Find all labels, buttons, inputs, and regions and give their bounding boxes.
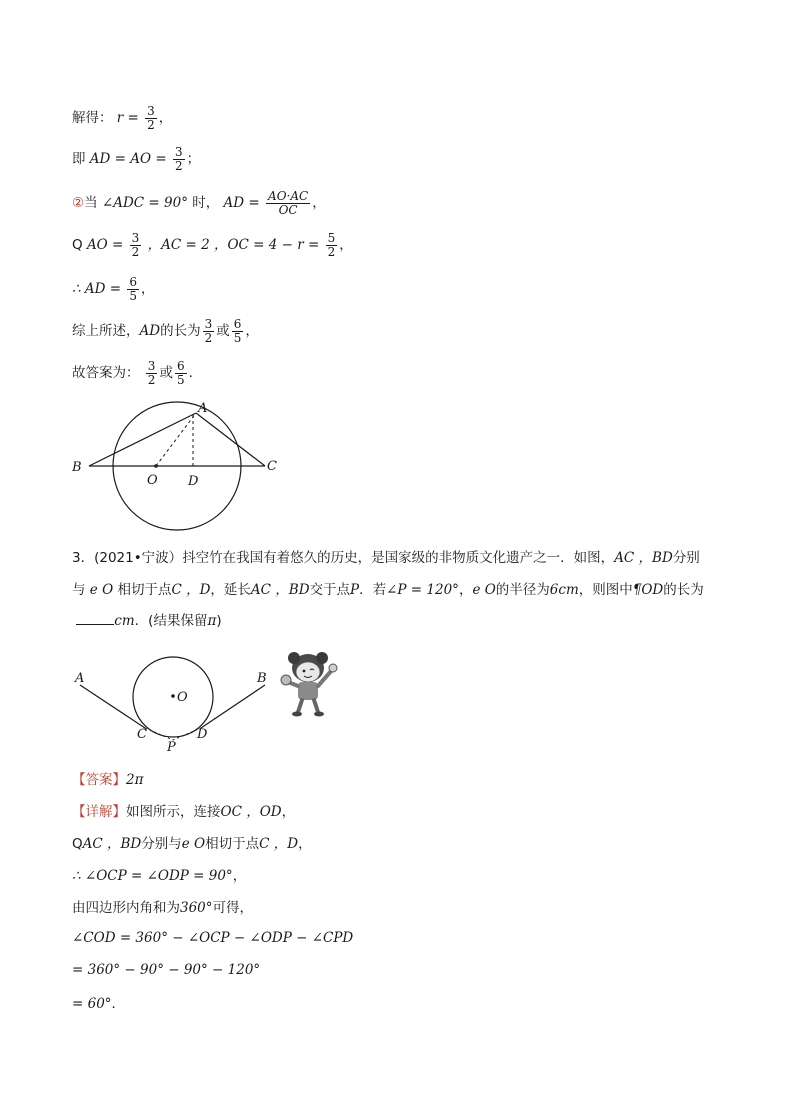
- detail-line-3: [72, 866, 246, 886]
- label-c: C: [137, 727, 147, 742]
- child-cartoon-icon: [278, 648, 344, 718]
- tangent-ac: [80, 685, 145, 728]
- math: = 360° − 90° − 90° − 120°: [72, 962, 261, 978]
- circled-number: ②: [72, 195, 85, 211]
- text: ，: [281, 804, 296, 820]
- center-dot: [154, 464, 158, 468]
- math: ∠COD = 360° − ∠OCP − ∠ODP − ∠CPD: [72, 930, 354, 946]
- fraction: $\frac{6}{5}$: [233, 317, 242, 345]
- detail-line-2: [72, 834, 312, 854]
- label-a: A: [75, 671, 85, 686]
- solve-line-2: [72, 146, 200, 173]
- solve-line-4: [72, 232, 353, 259]
- text: 解得：: [72, 110, 113, 126]
- text: 抖空竹在我国有着悠久的历史，是国家级的非物质文化遗产之一．如图，: [182, 550, 615, 566]
- label-b: B: [72, 460, 82, 475]
- text: 的半径为: [495, 582, 550, 598]
- math: e O: [472, 582, 496, 598]
- solve-line-6: [72, 318, 259, 345]
- label-o: O: [147, 473, 158, 488]
- math: ，AC = 2 ，OC = 4 − r =: [147, 237, 320, 253]
- text: 由四边形内角和为: [72, 900, 180, 916]
- math: ∠ADC = 90°: [101, 195, 188, 211]
- math: e O: [89, 582, 114, 598]
- fraction: $\frac{3}{2}$: [204, 317, 213, 345]
- math: r =: [116, 110, 139, 126]
- fraction: $\frac{3}{2}$: [147, 359, 156, 387]
- text: 故答案为：: [72, 365, 140, 381]
- text: 当: [84, 195, 98, 211]
- text: ．: [111, 996, 126, 1012]
- text: ，: [232, 868, 247, 884]
- text: 相切于点: [117, 582, 172, 598]
- math: ∴ AD =: [72, 281, 122, 297]
- text: 或: [216, 323, 230, 339]
- segment-ao-dashed: [156, 413, 196, 466]
- answer-tag: 【答案】: [72, 772, 126, 788]
- math: OC ，OD: [220, 804, 282, 820]
- text: 综上所述，: [72, 323, 140, 339]
- fraction: $\frac{6}{5}$: [176, 359, 185, 387]
- question-number: 3．(2021•宁波）: [72, 550, 183, 566]
- math: cm: [114, 613, 135, 629]
- center-dot: [171, 694, 175, 698]
- detail-tag: 【详解】: [72, 804, 126, 820]
- text: ．若: [359, 582, 387, 598]
- math: AD =: [223, 195, 260, 211]
- math: P: [350, 582, 360, 598]
- detail-line-7: [72, 994, 125, 1014]
- text: 如图所示，连接: [126, 804, 221, 820]
- geometry-figure-1: [60, 395, 300, 535]
- segment-ab: [89, 413, 196, 466]
- because-symbol: Q: [72, 836, 83, 852]
- text: ，: [245, 323, 259, 339]
- fraction: $\frac{3}{2}$: [131, 231, 140, 259]
- label-d: D: [188, 474, 199, 489]
- text: 即: [72, 151, 86, 167]
- math: AC ，BD: [250, 582, 310, 598]
- math: C ，D: [171, 582, 211, 598]
- text: 的长为: [160, 323, 201, 339]
- math: AC ，BD: [82, 836, 142, 852]
- label-a: A: [198, 401, 208, 416]
- tangent-bd: [201, 685, 265, 728]
- math: AD = AO =: [89, 151, 167, 167]
- solve-line-5: [72, 276, 155, 303]
- math: AC ，BD: [614, 550, 673, 566]
- extension-to-p: [145, 728, 201, 740]
- text: 分别: [672, 550, 700, 566]
- text: ；: [186, 151, 201, 167]
- text: ．(结果保留: [134, 613, 208, 629]
- label-p: P: [167, 740, 176, 755]
- text: ，: [158, 110, 173, 126]
- segment-ac: [196, 413, 265, 466]
- text: ，: [312, 195, 326, 211]
- detail-line-6: [72, 960, 260, 980]
- text: ，: [141, 281, 155, 297]
- text: 相切于点: [205, 836, 260, 852]
- fraction: $\frac{5}{2}$: [327, 231, 336, 259]
- text: 时，: [192, 195, 220, 211]
- detail-line-5: [72, 928, 353, 948]
- label-c: C: [267, 459, 277, 474]
- text: ，延长: [210, 582, 251, 598]
- detail-line-1: [72, 802, 295, 822]
- detail-line-4: [72, 898, 253, 918]
- math: AO =: [86, 237, 124, 253]
- because-symbol: Q: [72, 237, 83, 253]
- text: 与: [72, 582, 86, 598]
- question-3-line-3: [72, 610, 222, 631]
- fraction: $\frac{AO\cdot AC}{OC}$: [268, 189, 309, 217]
- text: 分别与: [141, 836, 182, 852]
- math: AD: [139, 323, 161, 339]
- answer-blank[interactable]: [76, 610, 114, 625]
- text: 可得，: [212, 900, 254, 916]
- text: 的长为: [663, 582, 704, 598]
- math: C ，D: [259, 836, 299, 852]
- label-o: O: [177, 690, 188, 705]
- solve-line-1: [72, 105, 172, 132]
- fraction: $\frac{6}{5}$: [129, 275, 137, 303]
- text: ，则图中: [578, 582, 633, 598]
- text: 交于点: [309, 582, 351, 598]
- answer-value: 2π: [126, 772, 144, 788]
- solve-line-7: [72, 360, 193, 387]
- text: ，: [339, 237, 353, 253]
- text: ，: [298, 836, 312, 852]
- math: 360°: [180, 900, 213, 916]
- math: ∴ ∠OCP = ∠ODP = 90°: [72, 868, 233, 884]
- math: π: [207, 613, 217, 629]
- question-3-line-1: [72, 548, 700, 568]
- math: e O: [181, 836, 206, 852]
- math: ¶OD: [632, 582, 664, 598]
- label-d: D: [197, 727, 208, 742]
- text: .: [188, 365, 193, 381]
- fraction: $\frac{3}{2}$: [147, 104, 155, 132]
- math: ∠P = 120°: [386, 582, 459, 598]
- question-3-line-2: [72, 580, 704, 600]
- text: ，: [458, 582, 473, 598]
- answer-line: [72, 770, 143, 790]
- fraction: $\frac{3}{2}$: [174, 145, 183, 173]
- text: 或: [159, 365, 173, 381]
- label-b: B: [257, 671, 267, 686]
- text: ): [216, 613, 222, 629]
- solve-line-3: [72, 190, 326, 217]
- math: = 60°: [72, 996, 112, 1012]
- math: 6cm: [549, 582, 579, 598]
